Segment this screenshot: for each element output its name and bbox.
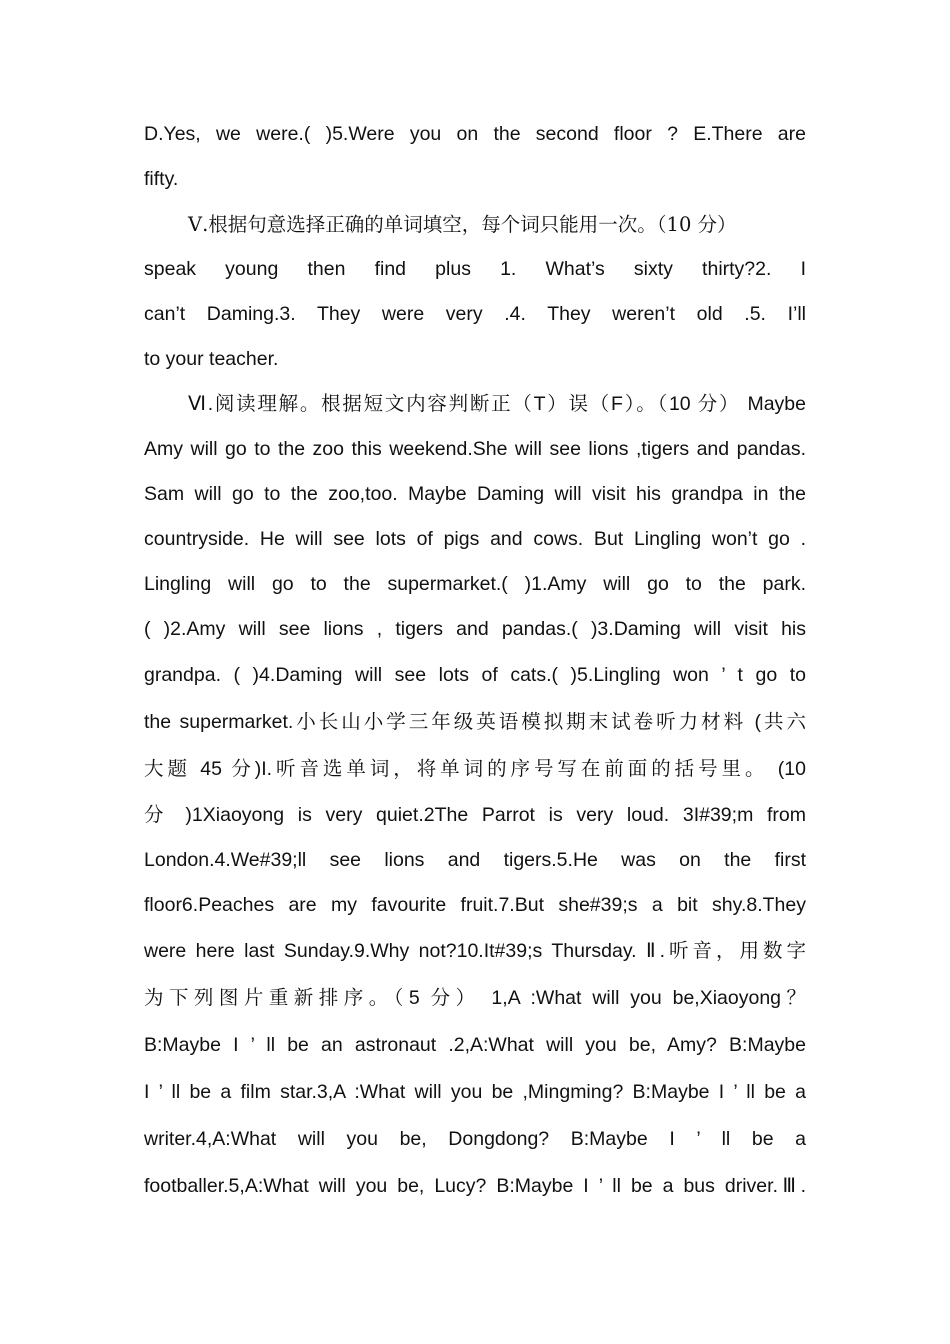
text-line: Amy will go to the zoo this weekend.She will see lions ,tigers and pandas.: [144, 438, 806, 460]
text-line: speak young then find plus 1. What’s sixty thirty?2. I: [144, 258, 806, 280]
text-line: the supermarket.小长山小学三年级英语模拟期末试卷听力材料 (共六: [144, 711, 806, 733]
text-line: writer.4,A:What will you be, Dongdong? B:Maybe I ’ ll be a: [144, 1128, 806, 1150]
text-line: footballer.5,A:What will you be, Lucy? B:Maybe I ’ ll be a bus driver.Ⅲ.: [144, 1175, 806, 1197]
text-line: 大题 45 分)I.听音选单词，将单词的序号写在前面的括号里。 (10: [144, 758, 806, 780]
text-line: grandpa. ( )4.Daming will see lots of cats.( )5.Lingling won ’ t go to: [144, 664, 806, 686]
text-line: London.4.We#39;ll see lions and tigers.5.He was on the first: [144, 849, 806, 871]
section-heading: Ⅴ.根据句意选择正确的单词填空，每个词只能用一次。（10 分）: [188, 213, 737, 236]
text-line: ( )2.Amy will see lions , tigers and pandas.( )3.Daming will visit his: [144, 618, 806, 640]
text-line: countryside. He will see lots of pigs and cows. But Lingling won’t go .: [144, 528, 806, 550]
text-line: 为下列图片重新排序。（5 分） 1,A :What will you be,Xiaoyong？: [144, 987, 806, 1009]
text-line: to your teacher.: [144, 348, 279, 370]
text-line: 分 )1Xiaoyong is very quiet.2The Parrot is very loud. 3I#39;m from: [144, 804, 806, 826]
text-line: Sam will go to the zoo,too. Maybe Daming will visit his grandpa in the: [144, 483, 806, 505]
text-line: fifty.: [144, 168, 179, 190]
text-line: Lingling will go to the supermarket.( )1.Amy will go to the park.: [144, 573, 806, 595]
section-heading: Ⅵ.阅读理解。根据短文内容判断正（T）误（F）。（10 分） Maybe: [188, 393, 806, 415]
text-line: I ’ ll be a film star.3,A :What will you be ,Mingming? B:Maybe I ’ ll be a: [144, 1081, 806, 1103]
text-line: D.Yes, we were.( )5.Were you on the second floor ? E.There are: [144, 123, 806, 145]
document-page: [144, 112, 806, 1210]
text-line: floor6.Peaches are my favourite fruit.7.But she#39;s a bit shy.8.They: [144, 894, 806, 916]
text-line: were here last Sunday.9.Why not?10.It#39;s Thursday. Ⅱ.听音，用数字: [144, 940, 806, 962]
text-line: B:Maybe I ’ ll be an astronaut .2,A:What will you be, Amy? B:Maybe: [144, 1034, 806, 1056]
text-line: can’t Daming.3. They were very .4. They weren’t old .5. I’ll: [144, 303, 806, 325]
